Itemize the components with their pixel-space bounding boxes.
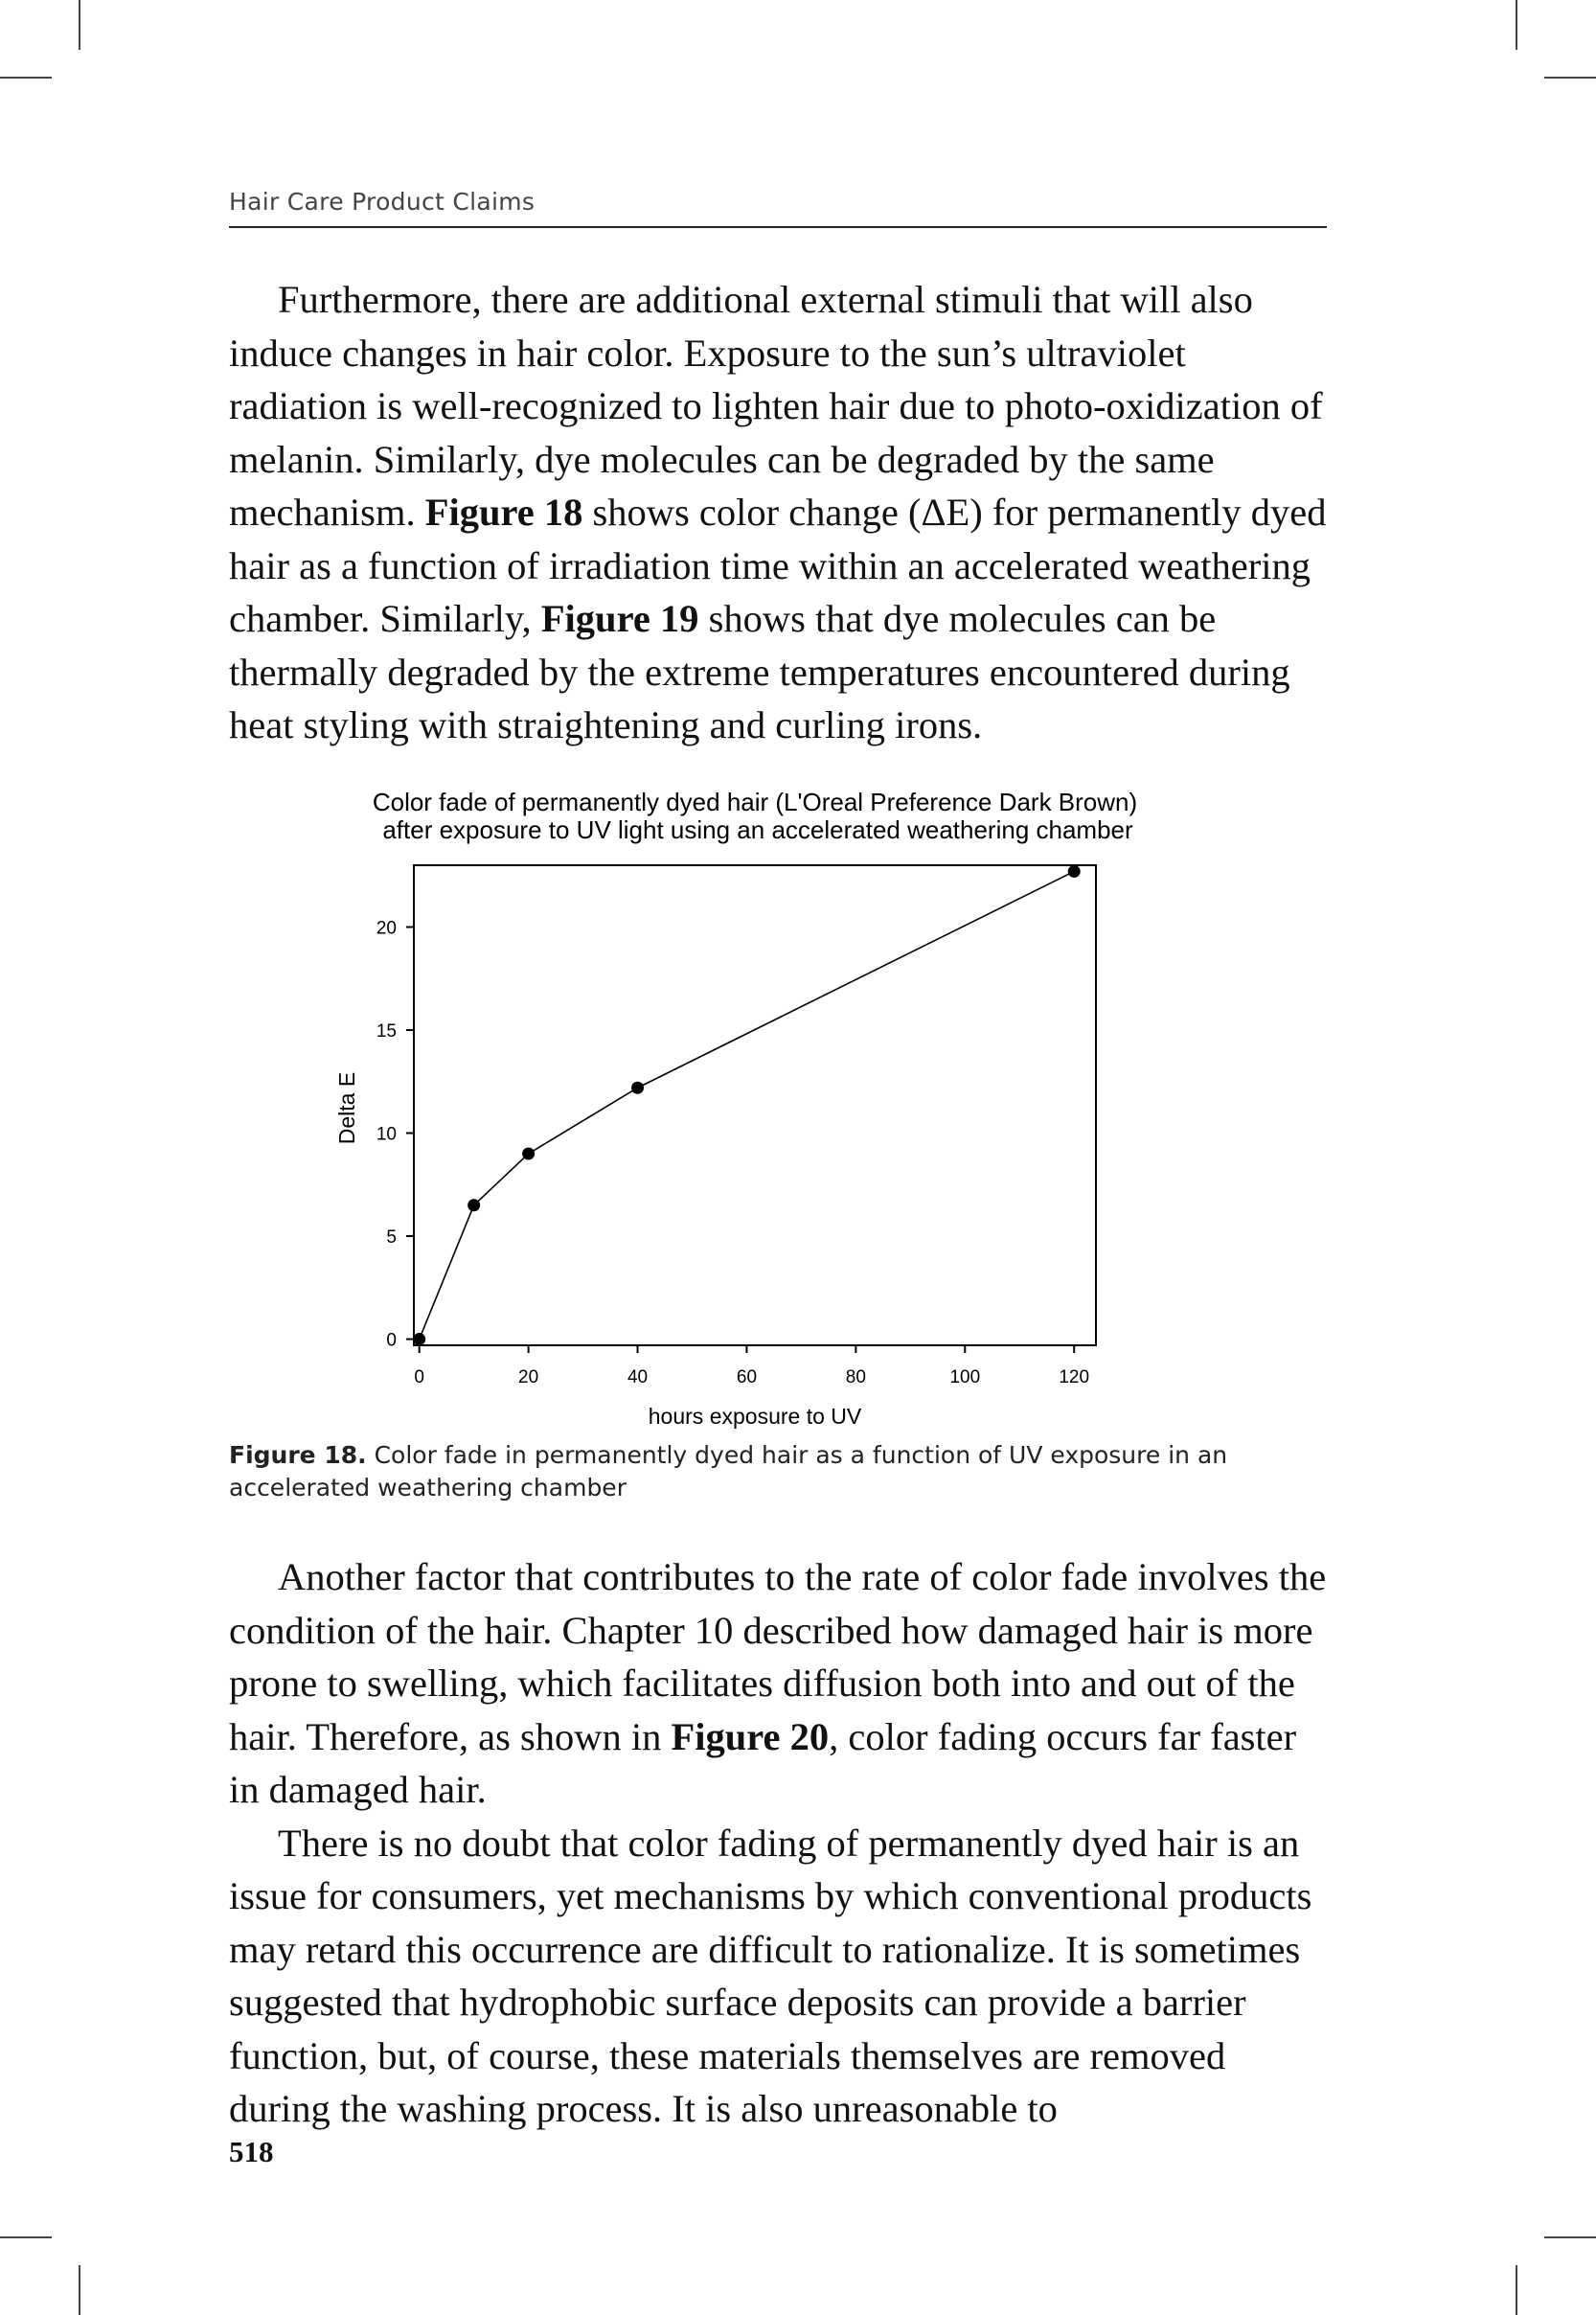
x-tick-label: 120 — [1059, 1367, 1090, 1387]
paragraph-text: Furthermore, there are additional external stimuli that will also induce changes in hair color. Exposure to the sun’s ultraviolet radiation is well-recognized to lighten hair due to photo-oxidization of melanin. Similarly, dye molecules can be degraded by the same mechanism. — [229, 278, 1323, 534]
x-tick-label: 40 — [627, 1367, 649, 1387]
figure-caption-label: Figure 18. — [229, 1441, 367, 1469]
data-point — [413, 1333, 425, 1345]
figure-caption — [229, 1439, 1331, 1504]
paragraph-text: There is no doubt that color fading of permanently dyed hair is an issue for consumers, yet mechanisms by which conventional products may retard this occurrence are difficult to rationalize. It is sometimes suggested that hydrophobic surface deposits can provide a barrier function, but, of course, these materials themselves are removed during the washing process. It is also unreasonable to — [229, 1821, 1312, 2130]
series-line — [420, 871, 1075, 1339]
figure-reference: Figure 20 — [671, 1714, 830, 1758]
figure-reference: Figure 18 — [424, 491, 583, 534]
crop-mark-bottom-right-v — [1516, 2265, 1517, 2315]
running-header: Hair Care Product Claims — [229, 188, 536, 216]
y-tick-label: 15 — [376, 1021, 397, 1043]
figure-caption-text: Color fade in permanently dyed hair as a function of UV exposure in an accelerated weathering chamber — [229, 1441, 1228, 1501]
x-tick-label: 80 — [845, 1367, 866, 1387]
body-text-bottom — [229, 1550, 1327, 2136]
plot-frame — [414, 865, 1096, 1345]
paragraph — [229, 1817, 1327, 2136]
y-tick-label: 10 — [376, 1124, 397, 1145]
figure-reference: Figure 19 — [540, 597, 699, 640]
paragraph-text: , color fading occurs far faster in damaged hair. — [229, 1714, 1297, 1811]
crop-mark-bottom-right-h — [1544, 2236, 1596, 2238]
chart-title-line-1: Color fade of permanently dyed hair (L'Oreal Preference Dark Brown) — [372, 788, 1138, 816]
page-number: 518 — [229, 2135, 274, 2168]
paragraph-text: Another factor that contributes to the rate of color fade involves the condition of the hair. Chapter 10 described how damaged hair is more prone to swelling, which facilitates diffusion both into and out of the hair. Therefore, as shown in — [229, 1555, 1327, 1758]
data-point — [522, 1148, 535, 1160]
data-point — [1068, 865, 1081, 878]
paragraph-text: shows that dye molecules can be thermally degraded by the extreme temperatures encountered during heat styling with straightening and curling irons. — [229, 597, 1290, 746]
data-point — [631, 1082, 644, 1094]
paragraph-text: shows color change (ΔE) for permanently dyed hair as a function of irradiation time within an accelerated weathering chamber. Similarly, — [229, 491, 1327, 640]
y-tick-label: 5 — [386, 1227, 397, 1249]
x-tick-label: 60 — [736, 1367, 758, 1387]
crop-mark-bottom-left-v — [79, 2265, 80, 2315]
x-tick-label: 20 — [518, 1367, 539, 1387]
chart-title-line-2: after exposure to UV light using an accelerated weathering chamber — [382, 815, 1133, 844]
x-tick-label: 100 — [949, 1367, 981, 1387]
y-axis-label: Delta E — [334, 1071, 359, 1145]
crop-mark-bottom-left-h — [0, 2236, 52, 2238]
x-axis-label: hours exposure to UV — [648, 1404, 862, 1429]
y-tick-label: 20 — [376, 918, 397, 939]
y-tick-label: 0 — [386, 1330, 397, 1351]
data-point — [467, 1199, 480, 1211]
paragraph — [229, 1550, 1327, 1817]
x-tick-label: 0 — [414, 1367, 424, 1387]
